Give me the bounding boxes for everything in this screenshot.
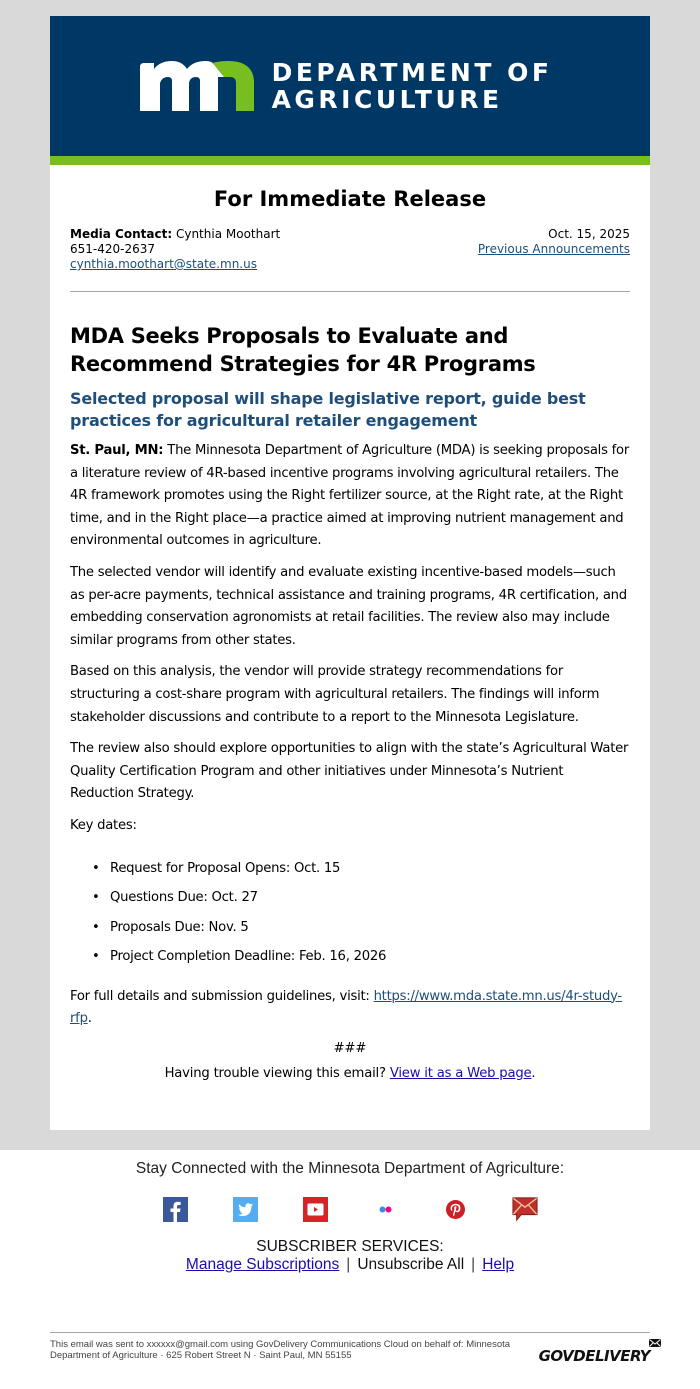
details-text: For full details and submission guidelines, visit: (70, 988, 374, 1004)
separator: | (346, 1256, 351, 1273)
trouble-text: Having trouble viewing this email? (164, 1065, 390, 1081)
twitter-icon[interactable] (232, 1196, 258, 1222)
details-end: . (87, 1011, 92, 1027)
subscriber-services (0, 1238, 700, 1274)
logo-line-1: DEPARTMENT OF (271, 58, 553, 87)
rfp-link[interactable]: https://www.mda.state.mn.us/4r-study-rfp (70, 988, 622, 1027)
pinterest-icon[interactable] (442, 1196, 468, 1222)
govdelivery-logo (539, 1347, 650, 1365)
help-link[interactable]: Help (482, 1256, 515, 1273)
youtube-icon[interactable] (302, 1196, 328, 1222)
key-dates-label: Key dates: (70, 817, 137, 833)
key-date-item: • Questions Due: Oct. 27 (92, 883, 630, 913)
key-date-item: • Request for Proposal Opens: Oct. 15 (92, 854, 630, 884)
logo-line-2: AGRICULTURE (271, 85, 503, 114)
mda-logo (140, 59, 553, 113)
release-date: Oct. 15, 2025 (548, 227, 630, 241)
mn-logo-icon (140, 61, 254, 111)
paragraph-1-text: The Minnesota Department of Agriculture (MDA) is seeking proposals for a literature review of 4R-based incentive programs involving agricultural retailers. The 4R framework promotes using the Right fertilizer source, at the Right rate, at the Right time, and in the Right place—a practice aimed at improving nutrient management and environmental outcomes in agriculture. (70, 443, 630, 549)
stay-connected-text: Stay Connected with the Minnesota Department of Agriculture: (135, 1160, 565, 1177)
previous-announcements-link[interactable]: Previous Announcements (477, 242, 630, 256)
social-links (0, 1196, 700, 1222)
contact-row (70, 227, 630, 272)
divider (70, 291, 630, 292)
trouble-end: . (531, 1065, 536, 1081)
key-date-item: • Project Completion Deadline: Feb. 16, 2026 (92, 942, 630, 972)
dateline: St. Paul, MN: (70, 443, 164, 458)
contact-name: Cynthia Moothart (175, 227, 281, 241)
delivery-footer (50, 1332, 650, 1365)
separator: | (471, 1256, 476, 1273)
unsubscribe-all[interactable]: Unsubscribe All (357, 1256, 465, 1273)
govdelivery-wordmark: GOVDELIVERY (538, 1347, 650, 1365)
facebook-icon[interactable] (162, 1196, 188, 1222)
end-mark: ### (333, 1040, 367, 1056)
release-meta (478, 227, 630, 272)
key-date-item: • Proposals Due: Nov. 5 (92, 913, 630, 943)
paragraph-2: The selected vendor will identify and evaluate existing incentive-based models—such as per-acre payments, technical assistance and training programs, 4R certification, and embedding conservation agronomists at retail facilities. The review also may include similar programs from other states. (70, 564, 627, 648)
details-paragraph (70, 986, 630, 1031)
media-contact (70, 227, 280, 272)
article-subhead: Selected proposal will shape legislative report, guide best practices for agricultural retailer engagement (70, 389, 586, 430)
contact-email-link[interactable]: cynthia.moothart@state.mn.us (70, 257, 257, 271)
sent-info: This email was sent to xxxxxx@gmail.com using GovDelivery Communications Cloud on behalf of: Minnesota Department of Agriculture · 625 Robert Street N · Saint Paul, MN 55155 (50, 1339, 511, 1361)
footer (0, 1150, 700, 1274)
flickr-icon[interactable] (372, 1196, 398, 1222)
paragraph-1 (70, 440, 630, 553)
paragraph-4: The review also should explore opportunities to align with the state’s Agricultural Water Quality Certification Program and other initiatives under Minnesota’s Nutrient Reduction Strategy. (70, 741, 629, 802)
manage-subscriptions-link[interactable]: Manage Subscriptions (185, 1256, 340, 1273)
green-stripe (50, 156, 650, 165)
key-dates-list (70, 854, 630, 972)
email-icon[interactable] (512, 1196, 538, 1222)
trouble-viewing (70, 1066, 630, 1081)
article-headline: MDA Seeks Proposals to Evaluate and Recommend Strategies for 4R Programs (70, 324, 536, 376)
view-web-page-link[interactable]: View it as a Web page (389, 1065, 532, 1081)
header-banner (50, 16, 650, 156)
contact-label: Media Contact: (70, 227, 173, 241)
envelope-icon (648, 1338, 662, 1350)
paragraph-3: Based on this analysis, the vendor will provide strategy recommendations for structuring a cost-share program with agricultural retailers. The findings will inform stakeholder discussions and contribute to a report to the Minnesota Legislature. (70, 664, 600, 725)
release-title: For Immediate Release (213, 187, 487, 211)
contact-phone: 651-420-2637 (70, 242, 156, 256)
email-card (50, 16, 650, 1130)
subscriber-label: SUBSCRIBER SERVICES: (256, 1238, 444, 1255)
